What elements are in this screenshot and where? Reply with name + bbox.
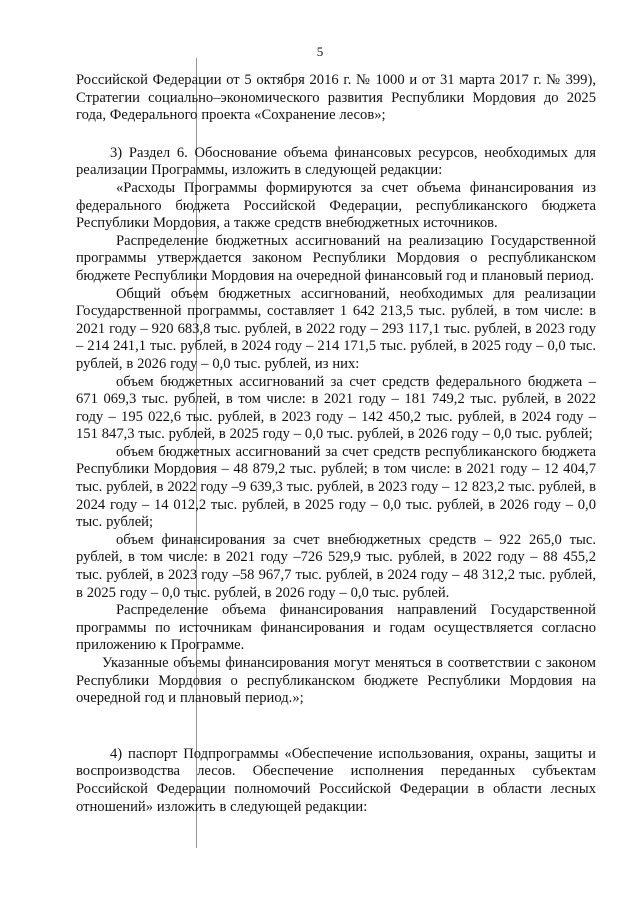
paragraph-subprogram-passport: 4) паспорт Подпрограммы «Обеспечение использования, охраны, защиты и воспроизводства лесов. Обеспечение исполнения переданных субъектам Российской Федерации полномочий Российской Федерации в области лесных отношений» изложить в следующей редакции: bbox=[76, 745, 596, 815]
paragraph-republican-budget: объем бюджетных ассигнований за счет средств республиканского бюджета Республики Мордовия – 48 879,2 тыс. рублей; в том числе: в 2021 году – 12 404,7 тыс. рублей, в 2022 году –9 639,3 тыс. рублей, в 2023 году – 12 823,2 тыс. рублей, в 2024 году – 14 012,2 тыс. рублей, в 2025 году – 0,0 тыс. рублей, в 2026 году – 0,0 тыс. рублей; bbox=[76, 443, 596, 531]
paragraph-financing-directions: Распределение объема финансирования направлений Государственной программы по источникам финансирования и годам осуществляется согласно приложению к Программе. bbox=[76, 602, 596, 654]
document-body bbox=[76, 72, 596, 816]
paragraph-total-volume: Общий объем бюджетных ассигнований, необходимых для реализации Государственной программы, составляет 1 642 213,5 тыс. рублей, в том числе: в 2021 году – 920 683,8 тыс. рублей, в 2022 году – 293 117,1 тыс. рублей, в 2023 году – 214 241,1 тыс. рублей, в 2024 году – 214 171,5 тыс. рублей, в 2025 году – 0,0 тыс. рублей, в 2026 году – 0,0 тыс. рублей, из них: bbox=[76, 285, 596, 372]
paragraph-federal-budget: объем бюджетных ассигнований за счет средств федерального бюджета – 671 069,3 тыс. рублей, в том числе: в 2021 году – 181 749,2 тыс. рублей, в 2022 году – 195 022,6 тыс. рублей, в 2023 году – 142 450,2 тыс. рублей, в 2024 году – 151 847,3 тыс. рублей, в 2025 году – 0,0 тыс. рублей, в 2026 году – 0,0 тыс. рублей; bbox=[76, 373, 596, 443]
page-number: 5 bbox=[316, 44, 324, 59]
paragraph-continuation: Российской Федерации от 5 октября 2016 г. № 1000 и от 31 марта 2017 г. № 399), Стратегии социально–экономического развития Республики Мордовия до 2025 года, Федерального проекта «Сохранение лесов»; bbox=[76, 72, 596, 124]
paragraph-section-6-heading: 3) Раздел 6. Обоснование объема финансовых ресурсов, необходимых для реализации Программы, изложить в следующей редакции: bbox=[76, 144, 596, 179]
paragraph-budget-distribution: Распределение бюджетных ассигнований на реализацию Государственной программы утверждается законом Республики Мордовия о республиканском бюджете Республики Мордовия на очередной финансовый год и плановый период. bbox=[76, 232, 596, 284]
paragraph-extrabudgetary: объем финансирования за счет внебюджетных средств – 922 265,0 тыс. рублей, в том числе: в 2021 году –726 529,9 тыс. рублей, в 2022 году – 88 455,2 тыс. рублей, в 2023 году –58 967,7 тыс. рублей, в 2024 году – 48 312,2 тыс. рублей, в 2025 году – 0,0 тыс. рублей, в 2026 году – 0,0 тыс. рублей. bbox=[76, 531, 596, 601]
paragraph-volumes-may-change: Указанные объемы финансирования могут меняться в соответствии с законом Республики Мордовия о республиканском бюджете Республики Мордовия на очередной год и плановый период.»; bbox=[76, 655, 596, 707]
paragraph-expenses: «Расходы Программы формируются за счет объема финансирования из федерального бюджета Российской Федерации, республиканского бюджета Республики Мордовия, а также средств внебюджетных источников. bbox=[76, 179, 596, 232]
